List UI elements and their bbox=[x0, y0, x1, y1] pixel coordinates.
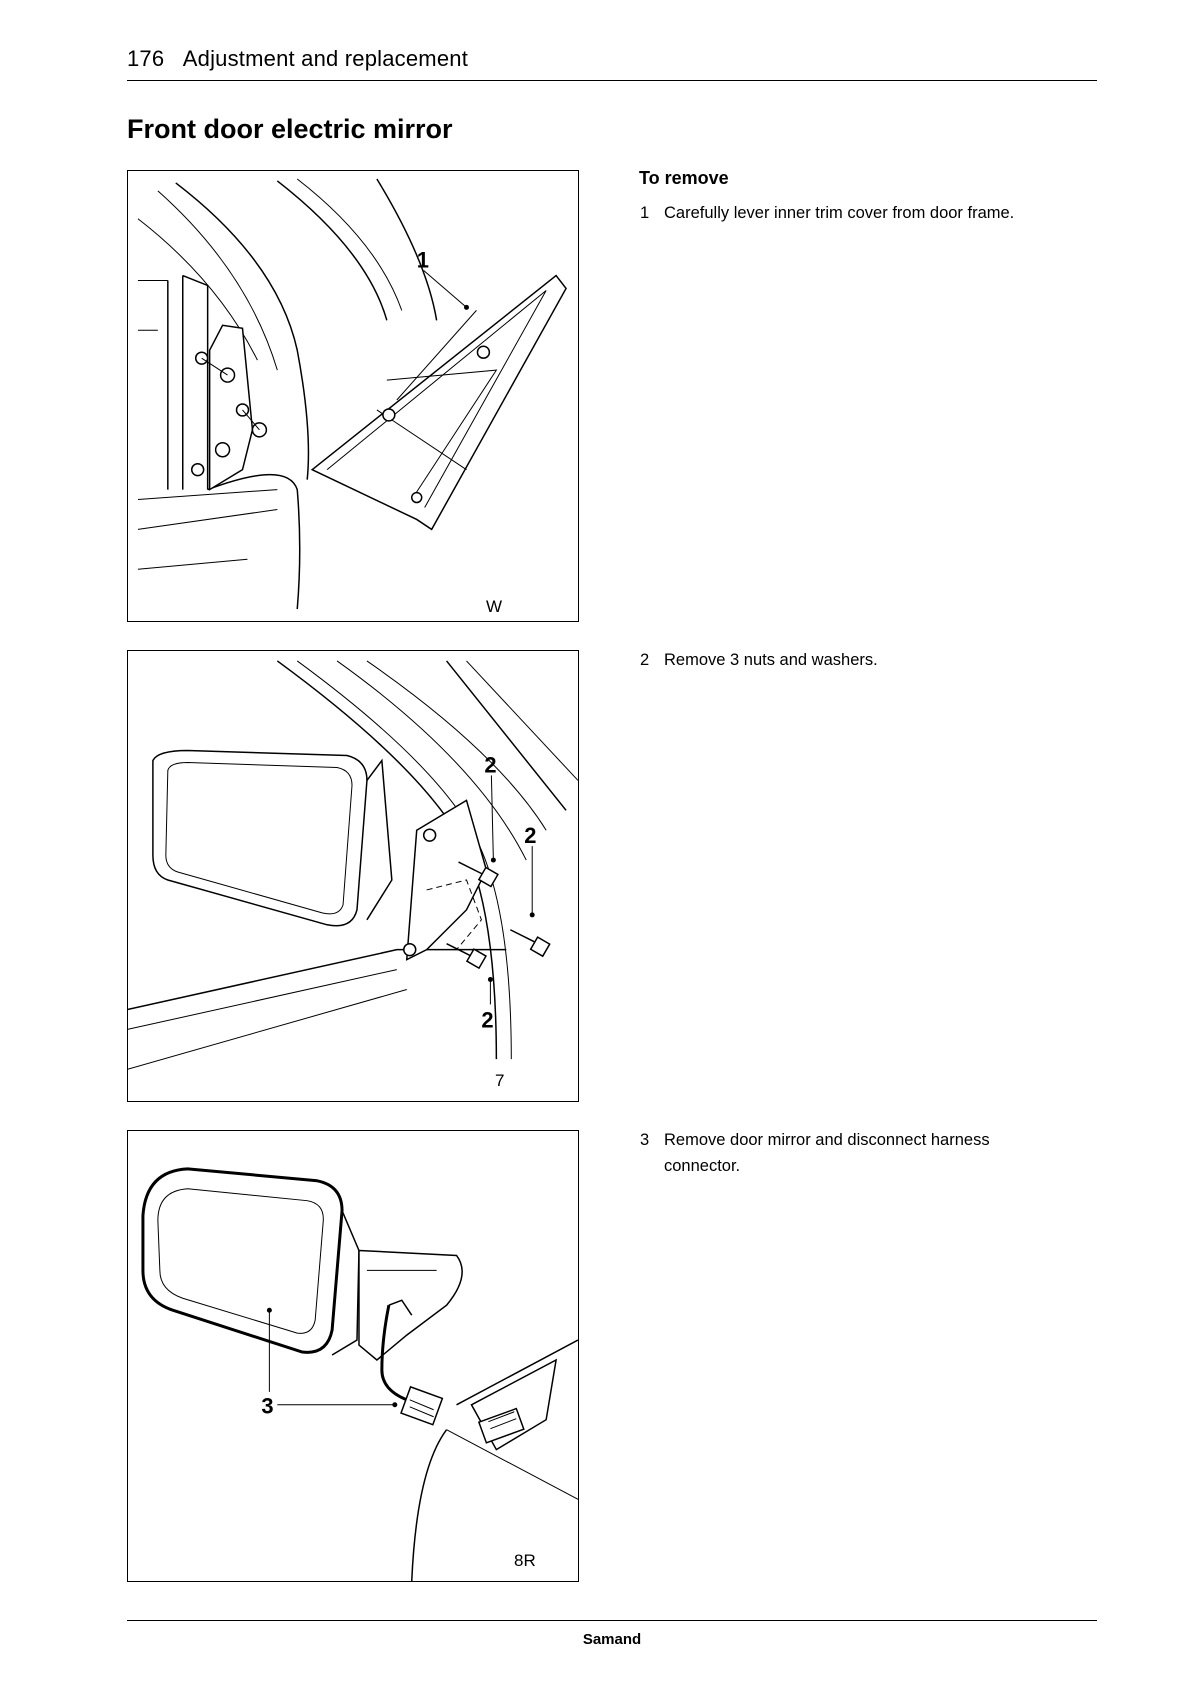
step-number: 2 bbox=[640, 651, 650, 669]
page-number: 176 bbox=[127, 46, 165, 71]
callout-label: 1 bbox=[416, 247, 429, 273]
callout-label: 2 bbox=[524, 823, 537, 849]
page-header bbox=[127, 46, 1097, 81]
callout-label: 2 bbox=[481, 1007, 494, 1033]
step-item bbox=[640, 1127, 1064, 1179]
callout-label: 3 bbox=[261, 1393, 274, 1419]
page-title: Front door electric mirror bbox=[127, 114, 453, 144]
figure-mirror-removal bbox=[127, 1130, 579, 1582]
step-number: 3 bbox=[640, 1131, 650, 1149]
step-text: Carefully lever inner trim cover from door frame. bbox=[664, 204, 1015, 222]
figure-code: 7 bbox=[495, 1071, 505, 1090]
instructions-heading: To remove bbox=[639, 168, 729, 188]
trim-cover-illustration bbox=[128, 171, 578, 621]
mirror-removal-illustration bbox=[128, 1131, 578, 1581]
step-text: Remove door mirror and disconnect harness connector. bbox=[664, 1131, 990, 1175]
page-footer bbox=[127, 1620, 1097, 1648]
footer-brand: Samand bbox=[582, 1631, 642, 1648]
step-number: 1 bbox=[640, 204, 650, 222]
figure-code: W bbox=[486, 597, 503, 616]
step-text: Remove 3 nuts and washers. bbox=[664, 651, 878, 669]
figure-code: 8R bbox=[514, 1551, 536, 1570]
callout-label: 2 bbox=[484, 752, 497, 778]
figure-trim-cover bbox=[127, 170, 579, 622]
mirror-nuts-illustration bbox=[128, 651, 578, 1101]
step-item bbox=[640, 647, 1084, 673]
figure-mirror-nuts bbox=[127, 650, 579, 1102]
step-item bbox=[640, 200, 1084, 226]
section-title: Adjustment and replacement bbox=[182, 46, 469, 71]
